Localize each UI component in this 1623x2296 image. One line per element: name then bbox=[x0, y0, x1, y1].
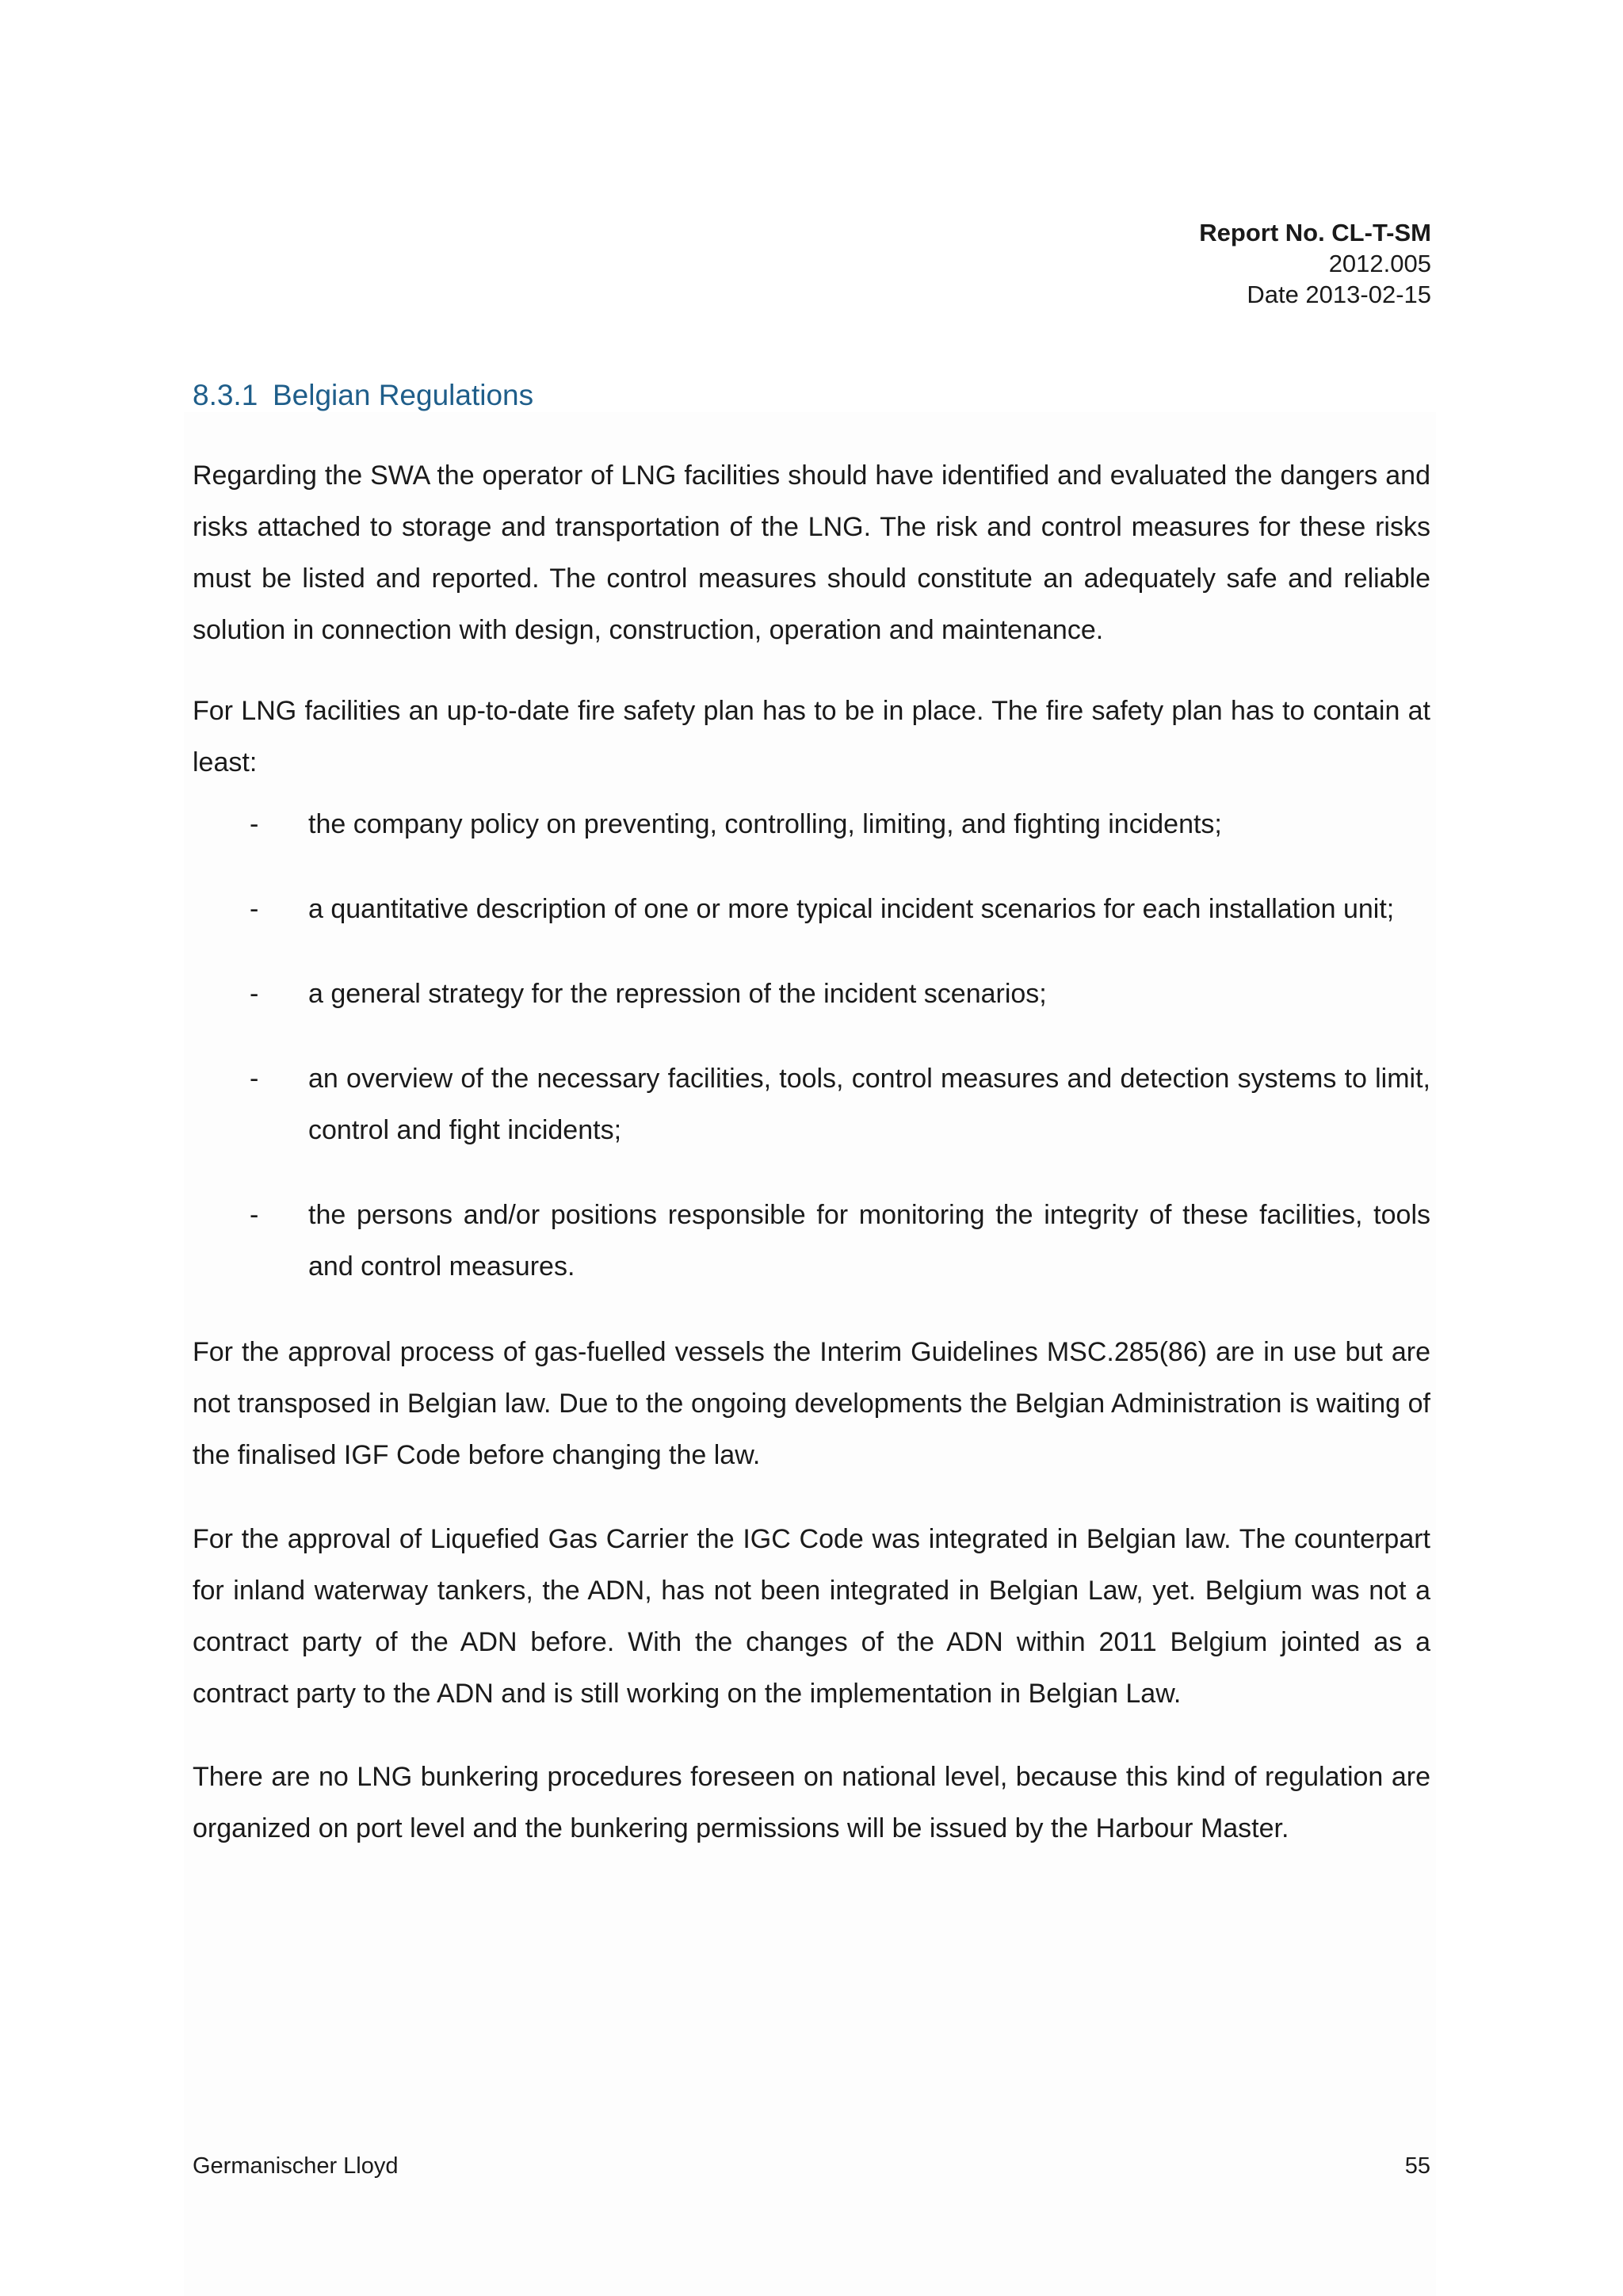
paragraph-bunkering: There are no LNG bunkering procedures foreseen on national level, because this kind of regulation are organized on port level and the bunkering permissions will be issued by the Harbour Master. bbox=[193, 1762, 1430, 1843]
list-dash: - bbox=[250, 809, 259, 839]
list-item bbox=[193, 799, 1430, 850]
list-dash: - bbox=[250, 1064, 259, 1094]
list-item-text: the company policy on preventing, controlling, limiting, and fighting incidents; bbox=[308, 809, 1222, 839]
list-item bbox=[193, 884, 1430, 935]
fire-safety-plan-list bbox=[193, 799, 1430, 1326]
list-item-text: an overview of the necessary facilities, tools, control measures and detection systems to limit, control and fight incidents; bbox=[308, 1064, 1430, 1145]
section-number: 8.3.1 bbox=[193, 379, 258, 411]
paragraph-liquefied-gas-carrier: For the approval of Liquefied Gas Carrier the IGC Code was integrated in Belgian law. The counterpart for inland waterway tankers, the ADN, has not been integrated in Belgian Law, yet. Belgium was not a contract party of the ADN before. With the changes of the ADN within 2011 Belgium jointed as a contract party to the ADN and is still working on the implementation in Belgian Law. bbox=[193, 1524, 1430, 1709]
list-dash: - bbox=[250, 1200, 259, 1230]
page-number: 55 bbox=[1404, 2153, 1430, 2179]
list-item-text: the persons and/or positions responsible for monitoring the integrity of these facilities, tools and control measures. bbox=[308, 1200, 1430, 1282]
list-dash: - bbox=[250, 894, 259, 924]
footer-company: Germanischer Lloyd bbox=[193, 2153, 399, 2179]
report-header bbox=[1199, 217, 1431, 310]
report-number: 2012.005 bbox=[1328, 250, 1431, 277]
list-item bbox=[193, 1190, 1430, 1293]
paragraph-gas-fuelled-vessels: For the approval process of gas-fuelled vessels the Interim Guidelines MSC.285(86) are in use but are not transposed in Belgian law. Due to the ongoing developments the Belgian Administration is waiting of the finalised IGF Code before changing the law. bbox=[193, 1337, 1430, 1470]
list-item bbox=[193, 1053, 1430, 1156]
paragraph-swa: Regarding the SWA the operator of LNG facilities should have identified and evaluated the dangers and risks attached to storage and transportation of the LNG. The risk and control measures for these risks must be listed and reported. The control measures should constitute an adequately safe and reliable solution in connection with design, construction, operation and maintenance. bbox=[193, 460, 1430, 645]
list-item bbox=[193, 968, 1430, 1020]
report-date: Date 2013-02-15 bbox=[1247, 281, 1431, 308]
list-item-text: a quantitative description of one or more typical incident scenarios for each installation unit; bbox=[308, 894, 1395, 924]
list-item-text: a general strategy for the repression of the incident scenarios; bbox=[308, 979, 1047, 1009]
section-title: Belgian Regulations bbox=[273, 379, 534, 411]
page-footer bbox=[193, 2153, 1430, 2179]
paragraph-fire-safety-intro: For LNG facilities an up-to-date fire safety plan has to be in place. The fire safety plan has to contain at least: bbox=[193, 696, 1430, 777]
section-heading bbox=[193, 379, 533, 412]
list-dash: - bbox=[250, 979, 259, 1009]
report-number-label: Report No. CL-T-SM bbox=[1199, 219, 1431, 246]
